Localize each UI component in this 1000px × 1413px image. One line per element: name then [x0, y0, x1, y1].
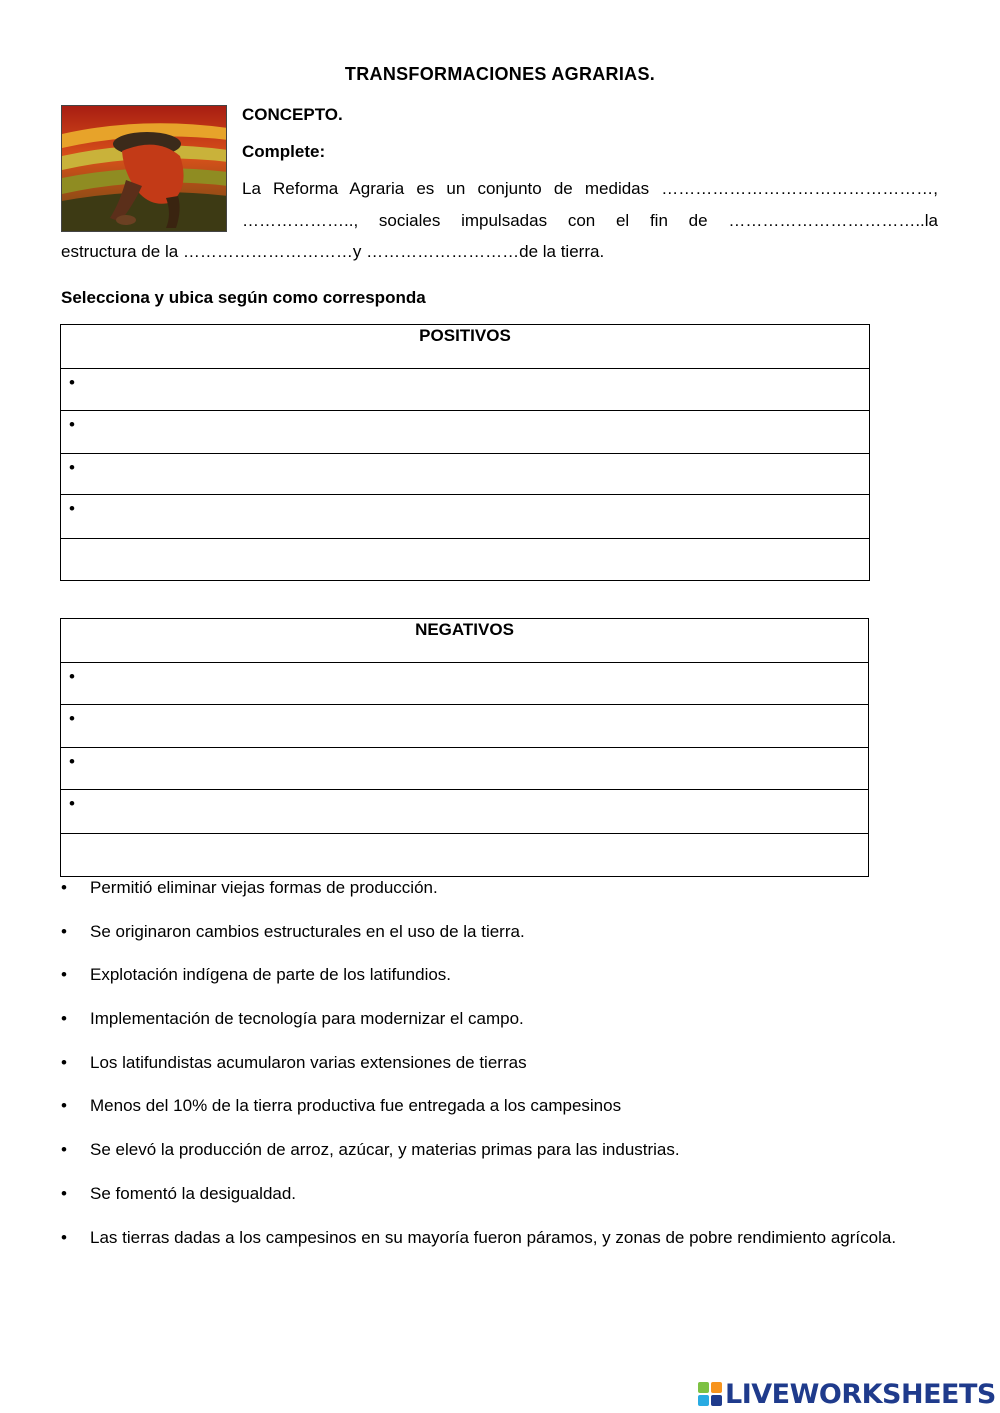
option-text: Menos del 10% de la tierra productiva fue entregada a los campesinos [90, 1096, 622, 1116]
negativos-header: NEGATIVOS [61, 619, 869, 663]
option-text: Explotación indígena de parte de los latifundios. [90, 965, 452, 985]
concept-fill-line-1: La Reforma Agraria es un conjunto de medidas …………………………………………, [242, 179, 938, 198]
bullet-marker: • [61, 1052, 67, 1072]
option-item[interactable] [61, 1007, 921, 1031]
option-text: Se elevó la producción de arroz, azúcar, y materias primas para las industrias. [90, 1140, 680, 1160]
option-item[interactable] [61, 1216, 921, 1259]
liveworksheets-logo-icon [697, 1381, 723, 1407]
negativos-table [60, 618, 869, 877]
positivos-drop-row[interactable] [61, 411, 870, 454]
liveworksheets-logo [697, 1378, 996, 1410]
bullet-marker: • [61, 965, 67, 985]
bullet-marker: • [69, 709, 75, 728]
bullet-marker: • [61, 1140, 67, 1160]
bullet-marker: • [69, 499, 75, 518]
positivos-drop-row[interactable] [61, 454, 870, 495]
option-item[interactable] [61, 1138, 921, 1162]
options-list [61, 876, 921, 1278]
option-item[interactable] [61, 1051, 921, 1075]
bullet-marker: • [61, 1096, 67, 1116]
option-item[interactable] [61, 963, 921, 987]
negativos-drop-row[interactable] [61, 748, 869, 790]
worksheet-title: TRANSFORMACIONES AGRARIAS. [344, 64, 656, 84]
positivos-table [60, 324, 870, 581]
option-text: Los latifundistas acumularon varias extensiones de tierras [90, 1052, 527, 1072]
farmer-painting-image [61, 105, 227, 232]
option-text: Permitió eliminar viejas formas de producción. [90, 878, 438, 897]
bullet-marker: • [69, 373, 75, 392]
bullet-marker: • [61, 878, 67, 897]
option-text: Implementación de tecnología para modernizar el campo. [90, 1009, 524, 1029]
bullet-marker: • [69, 794, 75, 813]
option-text: Se originaron cambios estructurales en el uso de la tierra. [90, 921, 525, 941]
concept-heading: CONCEPTO. [242, 105, 343, 124]
complete-instruction: Complete: [242, 142, 326, 161]
option-text: Se fomentó la desigualdad. [90, 1183, 297, 1203]
bullet-marker: • [61, 921, 67, 941]
bullet-marker: • [61, 1183, 67, 1203]
negativos-drop-row[interactable] [61, 663, 869, 705]
positivos-drop-row[interactable] [61, 539, 870, 581]
option-item[interactable] [61, 1182, 921, 1206]
negativos-drop-row[interactable] [61, 790, 869, 834]
liveworksheets-logo-text: LIVEWORKSHEETS [725, 1378, 996, 1410]
bullet-marker: • [69, 415, 75, 434]
select-instruction: Selecciona y ubica según como corresponda [61, 288, 426, 307]
negativos-drop-row[interactable] [61, 705, 869, 748]
option-item[interactable] [61, 920, 921, 944]
positivos-drop-row[interactable] [61, 495, 870, 539]
negativos-drop-row[interactable] [61, 834, 869, 877]
positivos-header: POSITIVOS [61, 325, 870, 369]
bullet-marker: • [69, 458, 75, 477]
concept-fill-line-2: ……………….., sociales impulsadas con el fin de ……………………………..la [242, 211, 938, 230]
option-item[interactable] [61, 1094, 921, 1118]
bullet-marker: • [69, 667, 75, 686]
bullet-marker: • [69, 752, 75, 771]
bullet-marker: • [61, 1009, 67, 1029]
bullet-marker: • [61, 1227, 67, 1247]
option-text: Las tierras dadas a los campesinos en su mayoría fueron páramos, y zonas de pobre rendimiento agrícola. [90, 1227, 897, 1247]
positivos-drop-row[interactable] [61, 369, 870, 411]
concept-fill-line-3: estructura de la …………………………y ………………………de la tierra. [61, 242, 605, 261]
option-item[interactable] [61, 876, 921, 900]
